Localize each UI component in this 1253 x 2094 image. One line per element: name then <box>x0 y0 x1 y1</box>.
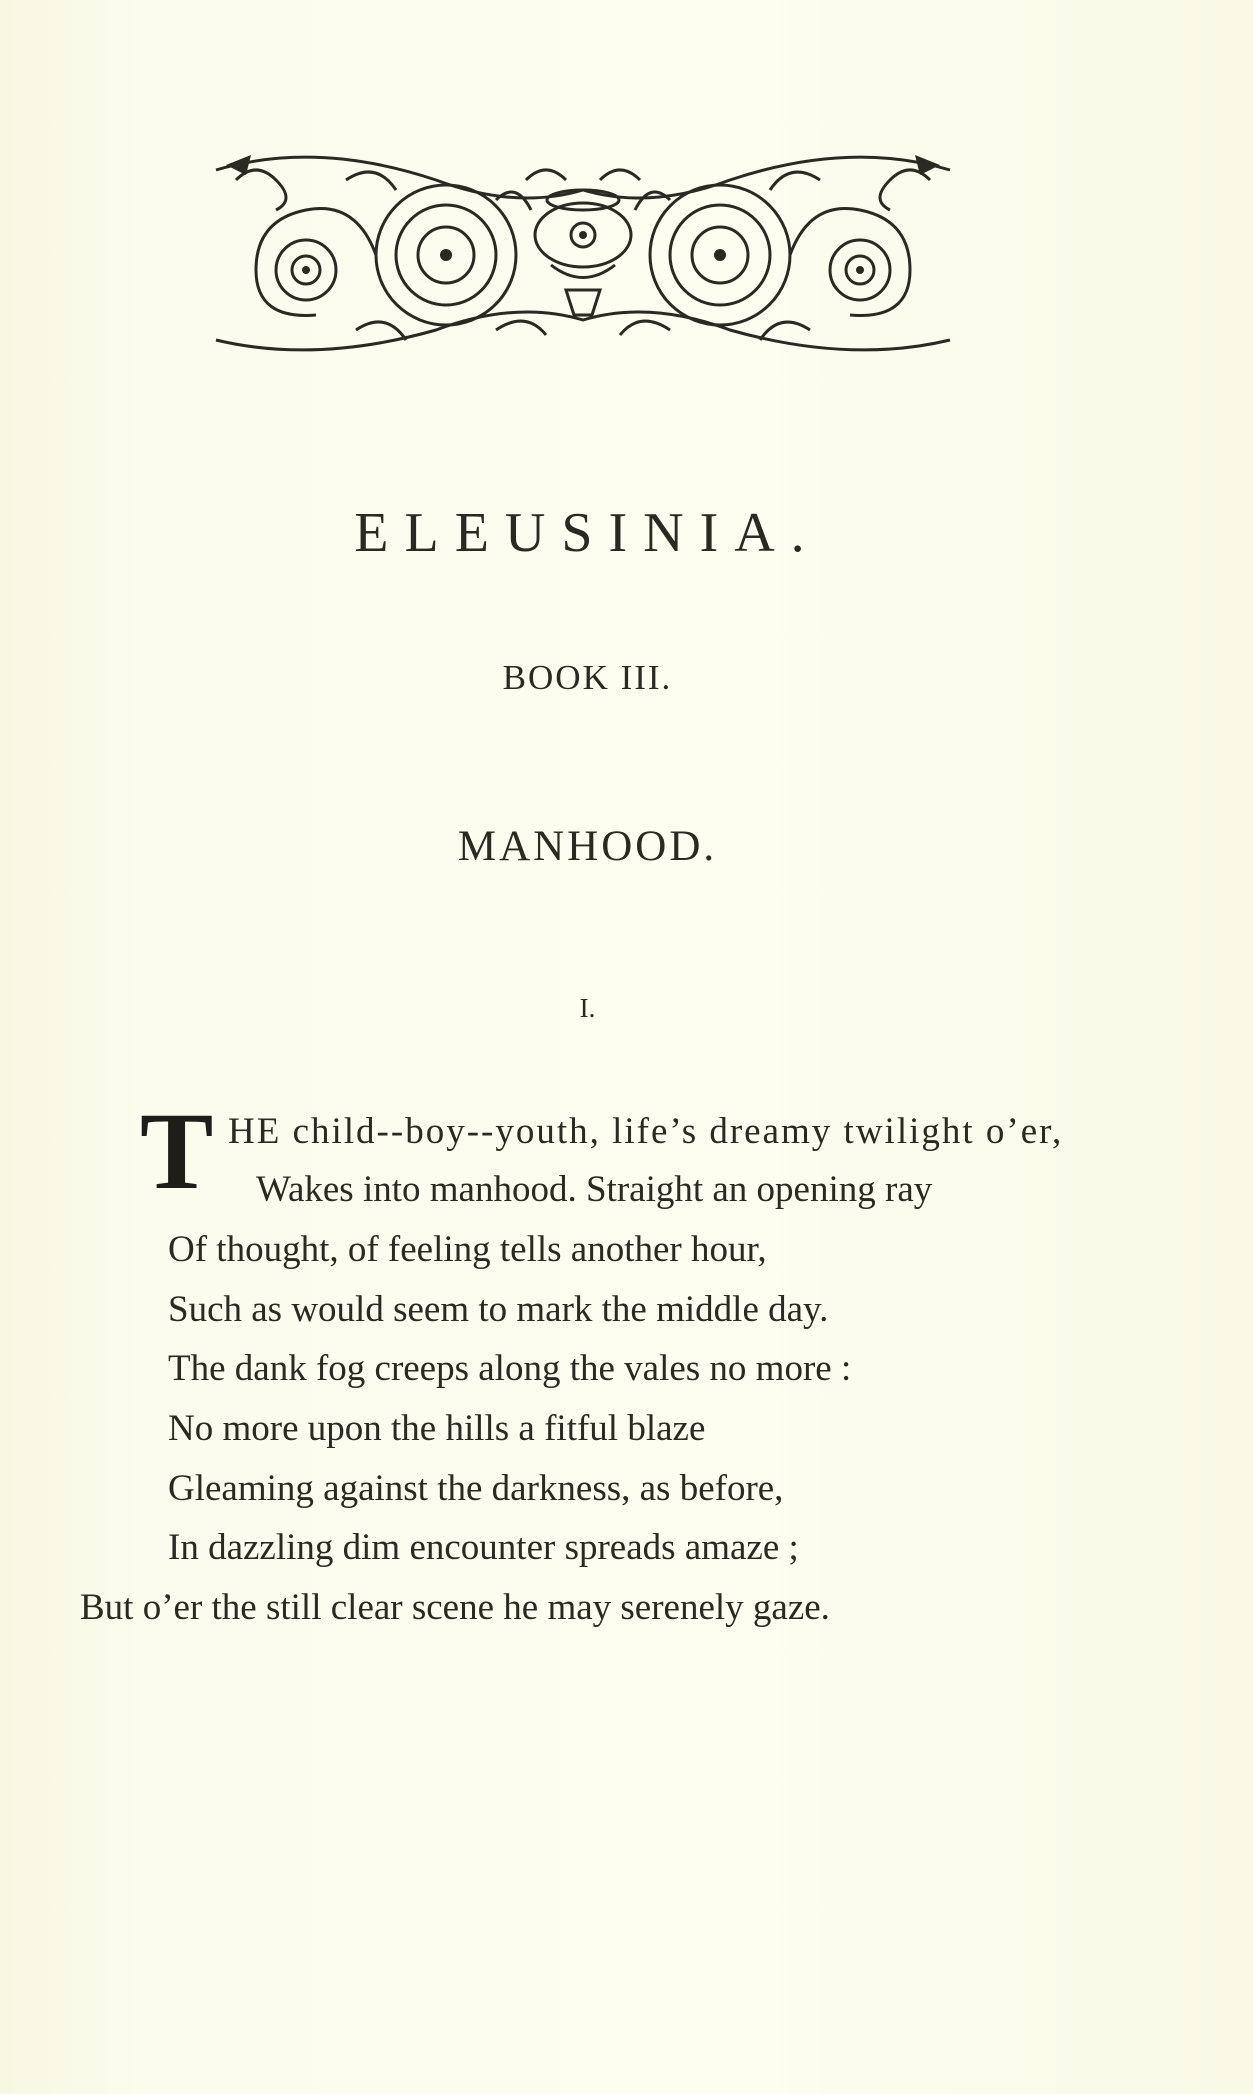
page-title: ELEUSINIA. <box>354 502 821 564</box>
ornamental-headpiece-icon <box>196 140 970 364</box>
verse-line: The dank fog creeps along the vales no more : <box>168 1348 852 1389</box>
verse-line: HE child--boy--youth, life’s dreamy twilight o’er, <box>228 1111 1064 1152</box>
book-heading: BOOK III. <box>502 658 673 697</box>
verse-line: No more upon the hills a fitful blaze <box>168 1408 706 1449</box>
verse-line: Such as would seem to mark the middle day. <box>168 1289 829 1330</box>
verse-line: In dazzling dim encounter spreads amaze ; <box>168 1527 799 1568</box>
section-title: MANHOOD. <box>457 823 718 870</box>
verse-line: Wakes into manhood. Straight an opening ray <box>256 1169 933 1210</box>
drop-cap: T <box>140 1090 214 1212</box>
verse-line: Of thought, of feeling tells another hour, <box>168 1229 767 1270</box>
verse-line: But o’er the still clear scene he may serenely gaze. <box>80 1587 830 1628</box>
verse-line: Gleaming against the darkness, as before, <box>168 1468 784 1509</box>
stanza-numeral: I. <box>579 993 596 1023</box>
